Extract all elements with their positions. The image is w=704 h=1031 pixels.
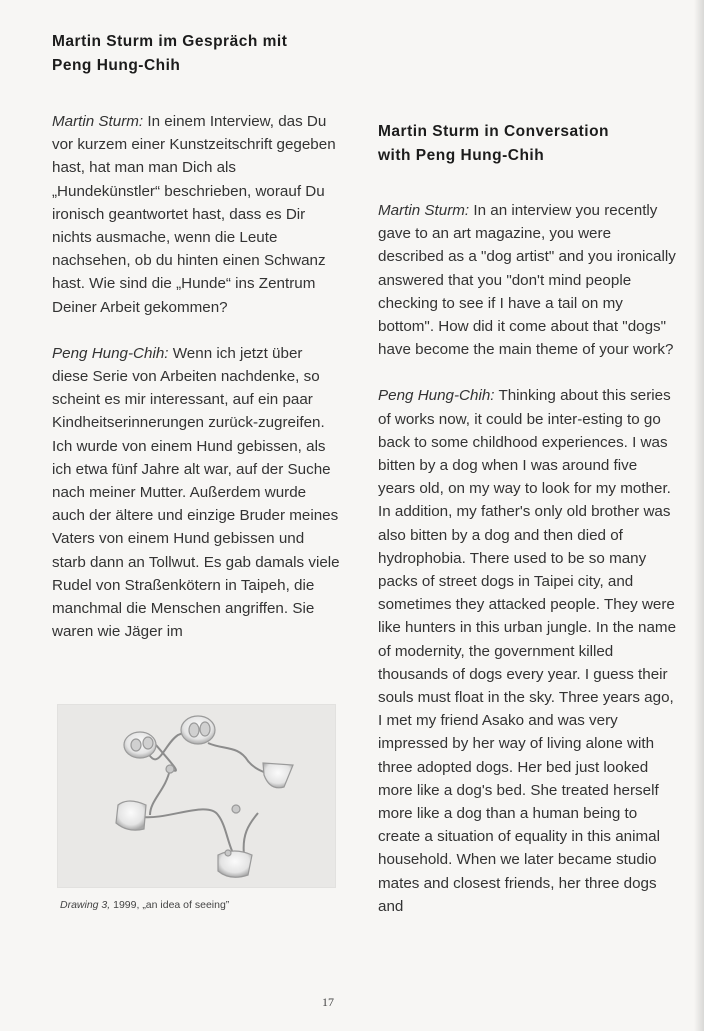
german-paragraph-2 [52, 342, 342, 644]
artwork-image [57, 704, 336, 888]
english-title [378, 120, 678, 168]
english-paragraph-2 [378, 384, 678, 918]
german-p2-speaker: Peng Hung-Chih: [52, 344, 169, 362]
drawing-illustration [58, 705, 335, 887]
english-p1-text: In an interview you recently gave to an art magazine, you were described as a "dog artist" and you ironically answered that you "don't mind people checking to see if I have a tail on my bottom". How did it come about that "dogs" have become the main theme of your work? [378, 202, 676, 359]
german-title [52, 30, 342, 78]
german-column [52, 30, 342, 666]
english-p2-text: Thinking about this series of works now, it could be inter-esting to go back to some childhood experiences. I was bitten by a dog when I was around five years old, on my way to look for my mother. In addition, my father's only old brother was also bitten by a dog and then died of hydrophobia. There used to be so many packs of street dogs in Taipei city, and sometimes they attacked people. They were like hunters in this urban jungle. In the name of modernity, the government killed thousands of dogs every year. I guess their souls must float in the sky. Three years ago, I met my friend Asako and was very impressed by her way of living alone with three adopted dogs. Her bed just looked more like a dog's bed. She treated herself more like a dog than a human being to create a situation of equality in this animal household. When we later became studio mates and closest friends, her three dogs and [378, 387, 677, 915]
german-title-line1: Martin Sturm im Gespräch mit [52, 33, 288, 50]
english-column [378, 120, 678, 941]
english-p2-speaker: Peng Hung-Chih: [378, 387, 495, 405]
german-p2-text: Wenn ich jetzt über diese Serie von Arbeiten nachdenke, so scheint es mir interessant, auf ein paar Kindheitserinnerungen zurück-zugreifen. Ich wurde von einem Hund gebissen, als ich etwa fünf Jahre alt war, auf der Suche nach meiner Mutter. Außerdem wurde auch der ältere und einzige Bruder meines Vaters von einem Hund gebissen und starb dann an Tollwut. Es gab damals viele Rudel von Straßenkötern in Taipeh, die manchmal die Menschen angriffen. Sie waren wie Jäger im [52, 344, 340, 641]
page-number: 17 [322, 995, 334, 1009]
german-title-line2: Peng Hung-Chih [52, 57, 181, 74]
german-p1-text: In einem Interview, das Du vor kurzem einer Kunstzeitschrift gegeben hast, hat man man Dich als „Hundekünstler“ beschrieben, worauf Du ironisch geantwortet hast, dass es Dir nichts ausmache, wenn die Leute nachsehen, ob du hinten einen Schwanz hast. Wie sind die „Hunde“ ins Zentrum Deiner Arbeit gekommen? [52, 113, 336, 316]
page-edge-shadow [694, 0, 704, 1031]
english-paragraph-1 [378, 199, 678, 361]
figure-caption [60, 897, 350, 913]
english-title-line2: with Peng Hung-Chih [378, 147, 545, 164]
german-paragraph-1 [52, 110, 342, 319]
caption-details: 1999, „an idea of seeing” [110, 899, 230, 911]
english-p1-speaker: Martin Sturm: [378, 202, 470, 219]
english-title-line1: Martin Sturm in Conversation [378, 123, 610, 140]
caption-title: Drawing 3, [60, 899, 111, 911]
german-p1-speaker: Martin Sturm: [52, 113, 144, 130]
